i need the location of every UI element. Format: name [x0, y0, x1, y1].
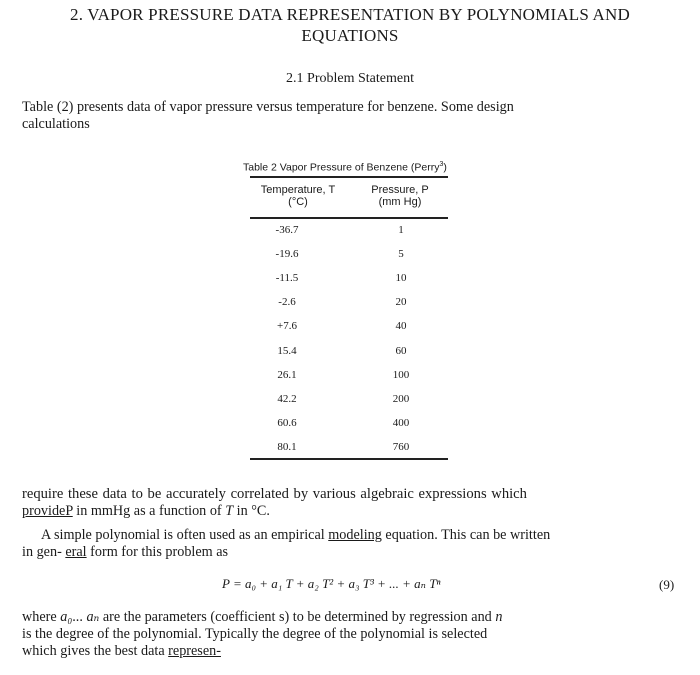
cell-temperature: 80.1 [277, 441, 297, 453]
col-header-pressure [352, 184, 448, 208]
cell-temperature: -2.6 [278, 296, 296, 308]
cell-pressure: 5 [398, 248, 404, 260]
col-header-pressure-line2: (mm Hg) [378, 196, 422, 208]
cell-pressure: 400 [392, 417, 410, 429]
variable-n: n [495, 609, 503, 625]
cell-pressure: 760 [392, 441, 410, 453]
closing-line-3 [22, 643, 221, 659]
represen-underlined: represen- [168, 643, 221, 659]
body-line-3 [41, 527, 550, 543]
eral-underlined: eral [65, 544, 87, 560]
cell-pressure: 100 [392, 369, 410, 381]
table-top-rule [250, 176, 448, 178]
cell-pressure: 20 [395, 296, 407, 308]
cell-temperature: 60.6 [277, 417, 297, 429]
variable-T: T [225, 503, 234, 519]
cell-temperature: 26.1 [277, 369, 297, 381]
modeling-underlined: modeling [328, 527, 382, 543]
intro-line-2: calculations [22, 116, 90, 132]
body-line-4-b: form for this problem as [86, 544, 229, 560]
cell-temperature: -11.5 [275, 272, 299, 284]
col-header-temperature-line1: Temperature, T [260, 184, 336, 196]
body-line-3-b: equation. This can be written [381, 527, 551, 543]
coefficient-an: aₙ [86, 609, 100, 625]
table-bottom-rule [250, 458, 448, 460]
intro-line-1: Table (2) presents data of vapor pressure versus temperature for benzene. Some design [22, 99, 514, 115]
body-line-2-end: in °C. [233, 503, 270, 519]
table-caption-sup: 3 [439, 161, 444, 168]
provide-p-underlined: provideP [22, 503, 73, 519]
cell-pressure: 1 [398, 224, 404, 236]
table-caption-text: Table 2 Vapor Pressure of Benzene (Perry [243, 161, 440, 174]
table-header-rule [250, 217, 448, 219]
cell-temperature: -36.7 [275, 224, 299, 236]
table-caption [243, 161, 447, 174]
col-header-temperature-line2: (°C) [288, 196, 308, 208]
coefficient-a0: a₀ [60, 609, 73, 625]
closing-line-1-a: where [22, 609, 61, 625]
col-header-pressure-line1: Pressure, P [371, 184, 429, 196]
cell-pressure: 200 [392, 393, 410, 405]
body-line-2-mid: in mmHg as a function of [72, 503, 226, 519]
cell-pressure: 10 [395, 272, 407, 284]
body-line-2 [22, 503, 270, 519]
closing-line-1 [22, 609, 502, 625]
cell-temperature: 42.2 [277, 393, 297, 405]
equation-number: (9) [659, 577, 675, 592]
cell-pressure: 40 [395, 320, 407, 332]
closing-line-1-c: are the parameters (coefficient s) to be determined by regression and [99, 609, 496, 625]
closing-line-3-a: which gives the best data [22, 643, 169, 659]
section-heading [20, 4, 680, 46]
cell-pressure: 60 [395, 345, 407, 357]
cell-temperature: -19.6 [275, 248, 299, 260]
col-header-temperature [250, 184, 346, 208]
closing-line-1-b: ... [72, 609, 87, 625]
body-line-1: require these data to be accurately correlated by various algebraic expressions which [22, 486, 527, 502]
subsection-title: 2.1 Problem Statement [286, 71, 414, 86]
cell-temperature: 15.4 [277, 345, 297, 357]
body-line-4-a: in gen- [22, 544, 66, 560]
body-line-3-a: A simple polynomial is often used as an empirical [41, 527, 329, 543]
section-heading-line2: EQUATIONS [301, 26, 399, 45]
polynomial-equation: P = a₀ + a₁ T + a₂ T² + a₃ T³ + ... + aₙ Tⁿ [222, 576, 441, 591]
closing-line-2: is the degree of the polynomial. Typically the degree of the polynomial is selected [22, 626, 488, 642]
table-caption-end: ) [443, 161, 447, 174]
body-line-4 [22, 544, 228, 560]
cell-temperature: +7.6 [277, 320, 297, 332]
section-heading-line1: 2. VAPOR PRESSURE DATA REPRESENTATION BY POLYNOMIALS AND [70, 5, 630, 24]
